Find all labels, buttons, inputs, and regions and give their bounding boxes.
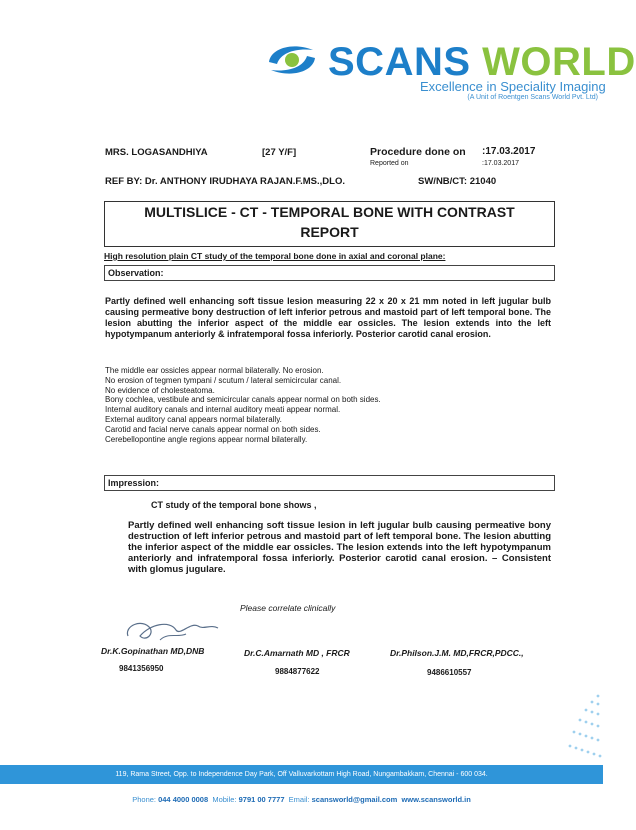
- findings-list: [105, 366, 551, 444]
- signature-icon: [120, 612, 230, 650]
- scans-world-logo-icon: [263, 40, 321, 80]
- observation-paragraph: Partly defined well enhancing soft tissue lesion measuring 22 x 20 x 21 mm noted in left jugular bulb causing permeative bony destruction of left inferior petrous and mastoid part of left temporal bone. The lesion abutting the inferior aspect of the middle ear ossicles. The lesion extends into the left hypotympanum anteriorly & infratemporal fossa inferiorly. Posterior carotid canal erosion.: [105, 296, 551, 339]
- brand-subtagline: (A Unit of Roentgen Scans World Pvt. Ltd): [467, 94, 598, 101]
- patient-name: MRS. LOGASANDHIYA: [105, 147, 208, 158]
- list-item: The middle ear ossicles appear normal bilaterally. No erosion.: [105, 366, 324, 375]
- observation-heading: Observation:: [104, 265, 555, 281]
- correlate-note: Please correlate clinically: [240, 603, 336, 613]
- procedure-label: Procedure done on: [370, 146, 466, 158]
- list-item: Carotid and facial nerve canals appear normal on both sides.: [105, 424, 321, 434]
- footer-contact: Phone: 044 4000 0008 Mobile: 9791 00 7777 Email: scansworld@gmail.com www.scansworld.in: [132, 795, 471, 804]
- footer-email[interactable]: scansworld@gmail.com: [311, 795, 398, 804]
- doctor-name: Dr.K.Gopinathan MD,DNB: [101, 646, 205, 656]
- procedure-date: :17.03.2017: [482, 146, 536, 157]
- doctor-phone: 9486610557: [427, 668, 472, 677]
- doctor-name: Dr.C.Amarnath MD , FRCR: [244, 648, 350, 658]
- impression-heading: Impression:: [104, 475, 555, 491]
- brand-name: SCANS WORLD: [328, 40, 636, 84]
- study-id: SW/NB/CT: 21040: [418, 176, 497, 187]
- impression-paragraph: Partly defined well enhancing soft tissue lesion in left jugular bulb causing permeative bony destruction of left inferior petrous and mastoid part of left temporal bone. The lesion abutting the inferior aspect of the middle ear ossicles. The lesion extends into the left hypotympanum anteriorly and infratemporal fossa inferiorly. Posterior carotid canal erosion. – Consistent with glomus jugulare.: [128, 520, 551, 575]
- list-item: No erosion of tegmen tympani / scutum / lateral semicircular canal.: [105, 375, 342, 385]
- list-item: External auditory canal appears normal bilaterally.: [105, 414, 282, 424]
- brand-tagline: Excellence in Speciality Imaging: [420, 79, 606, 94]
- list-item: Internal auditory canals and internal auditory meati appear normal.: [105, 405, 341, 415]
- study-description: High resolution plain CT study of the temporal bone done in axial and coronal plane:: [104, 251, 446, 261]
- doctor-phone: 9884877622: [275, 667, 320, 676]
- footer-website[interactable]: www.scansworld.in: [401, 795, 471, 804]
- referred-by: REF BY: Dr. ANTHONY IRUDHAYA RAJAN.F.MS.,DLO.: [105, 176, 345, 187]
- reported-label: Reported on: [370, 160, 409, 167]
- report-title: MULTISLICE - CT - TEMPORAL BONE WITH CONTRAST REPORT: [104, 201, 555, 247]
- doctor-name: Dr.Philson.J.M. MD,FRCR,PDCC.,: [390, 648, 524, 658]
- decorative-dots-icon: [560, 690, 603, 765]
- list-item: No evidence of cholesteatoma.: [105, 385, 215, 395]
- list-item: Cerebellopontine angle regions appear normal bilaterally.: [105, 434, 308, 444]
- doctor-phone: 9841356950: [119, 664, 164, 673]
- list-item: Bony cochlea, vestibule and semicircular canals appear normal on both sides.: [105, 395, 381, 405]
- impression-lead: CT study of the temporal bone shows ,: [151, 500, 317, 510]
- footer-address: 119, Rama Street, Opp. to Independence Day Park, Off Valluvarkottam High Road, Nungambakkam, Chennai - 600 034.: [0, 765, 603, 784]
- patient-age-sex: [27 Y/F]: [262, 147, 297, 158]
- reported-date: :17.03.2017: [482, 160, 519, 167]
